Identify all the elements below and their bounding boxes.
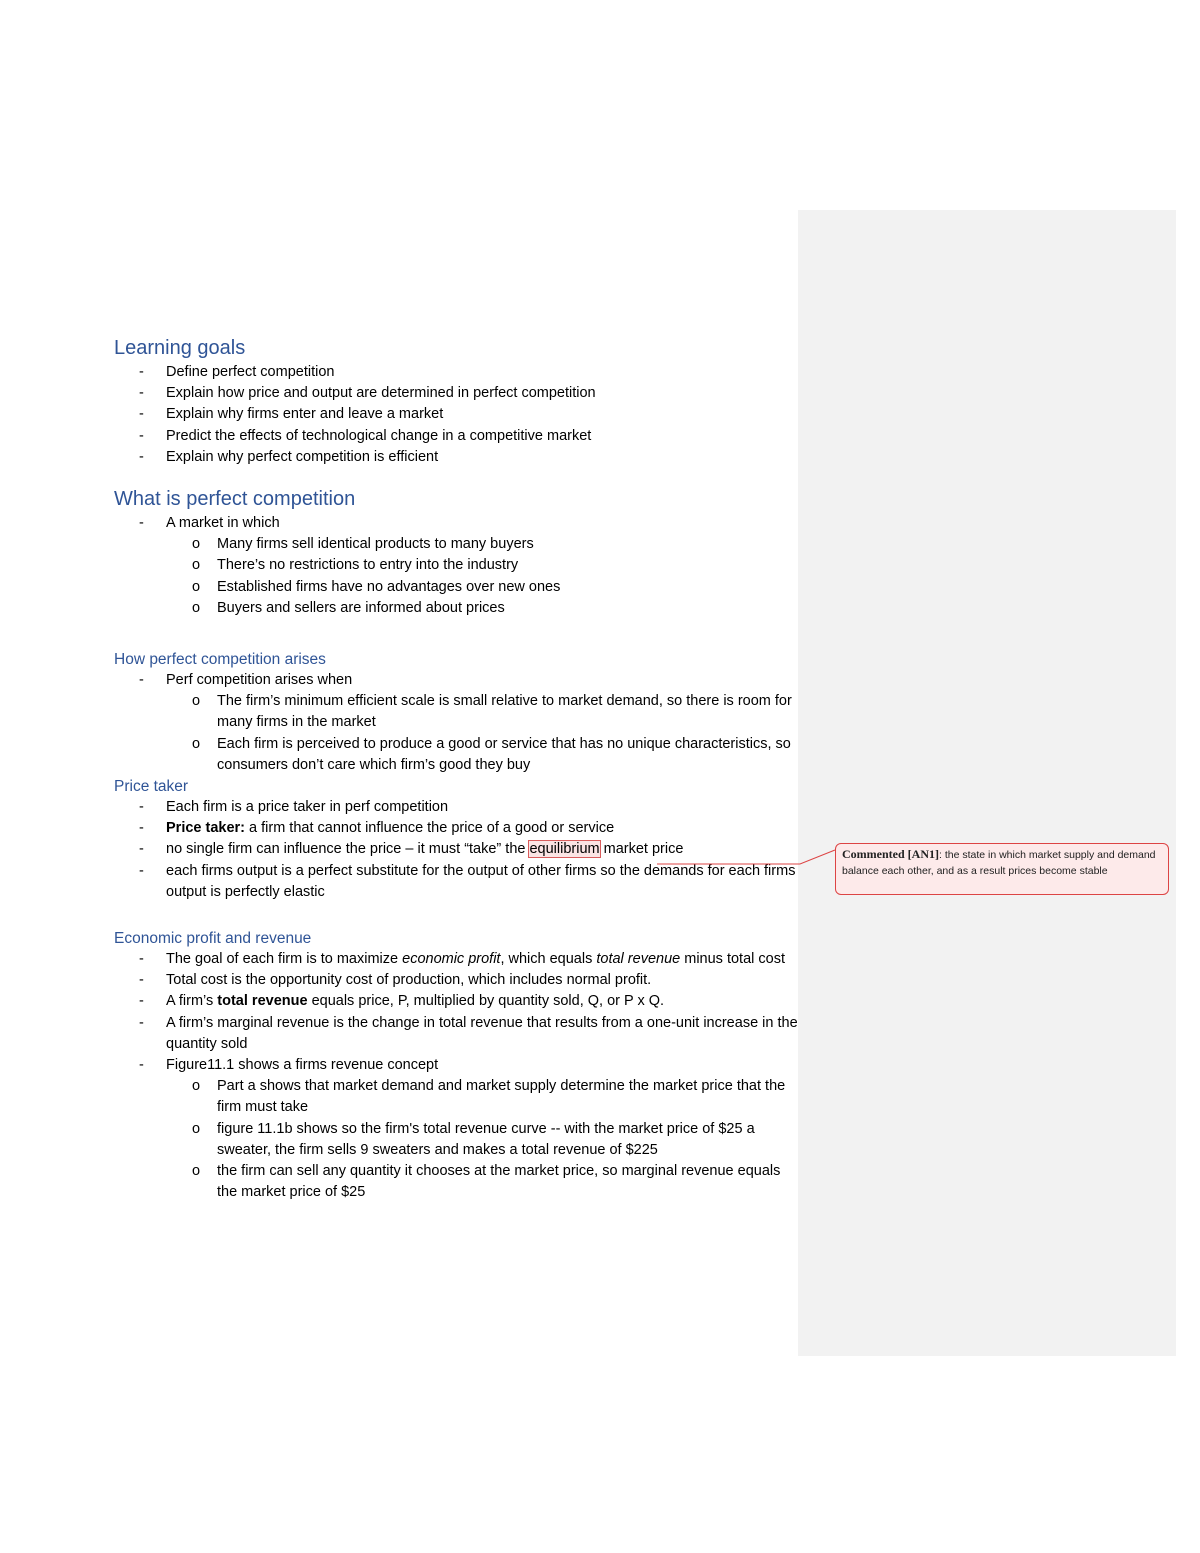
list-item-text: minus total cost — [680, 951, 785, 968]
list-item-text: Figure11.1 shows a firms revenue concept — [166, 1057, 439, 1074]
list-item — [114, 991, 804, 1012]
list-item-text: , which equals — [500, 951, 597, 968]
list-item: - each firms output is a perfect substitute for the output of other firms so the demands for each firms output is perfectly elastic — [114, 861, 804, 903]
list-item-text: A firm’s — [166, 993, 218, 1010]
learning-goals-list — [114, 362, 804, 468]
list-item: - Predict the effects of technological change in a competitive market — [114, 426, 804, 447]
list-item: - Total cost is the opportunity cost of production, which includes normal profit. — [114, 970, 804, 991]
list-item: - Each firm is a price taker in perf competition — [114, 797, 804, 818]
list-item-text: no single firm can influence the price – it must “take” the — [166, 841, 530, 858]
document-body — [114, 334, 804, 1204]
commented-text-equilibrium[interactable]: equilibrium — [529, 841, 600, 858]
list-item-text: The goal of each firm is to maximize — [166, 951, 403, 968]
list-item: - Explain how price and output are determined in perfect competition — [114, 383, 804, 404]
term-total-revenue-bold: total revenue — [217, 993, 308, 1010]
heading-price-taker: Price taker — [114, 778, 189, 796]
heading-learning-goals: Learning goals — [114, 337, 246, 359]
comment-text: : the state in which market supply and demand balance each other, and as a result prices become stable — [842, 849, 1156, 877]
sublist-item: o Each firm is perceived to produce a good or service that has no unique characteristics, so consumers don’t care which firm’s good they buy — [166, 734, 804, 776]
term-economic-profit: economic profit — [402, 951, 501, 968]
price-taker-list — [114, 797, 804, 903]
comment-label: Commented [AN1] — [842, 847, 939, 861]
sublist-item: o Established firms have no advantages over new ones — [166, 577, 804, 598]
what-is-list — [114, 513, 804, 619]
term-total-revenue: total revenue — [596, 951, 681, 968]
sublist-item: o Part a shows that market demand and market supply determine the market price that the firm must take — [166, 1076, 804, 1118]
price-taker-definition: a firm that cannot influence the price of a good or service — [245, 820, 615, 837]
list-item — [114, 513, 804, 619]
list-item: - Define perfect competition — [114, 362, 804, 383]
heading-what-is-perfect-competition: What is perfect competition — [114, 488, 356, 511]
list-item: - Explain why perfect competition is efficient — [114, 447, 804, 468]
sublist-item: o figure 11.1b shows so the firm's total revenue curve -- with the market price of $25 a sweater, the firm sells 9 sweaters and makes a total revenue of $225 — [166, 1119, 804, 1161]
list-item — [114, 949, 804, 970]
list-item — [114, 839, 804, 860]
list-item-text: equals price, P, multiplied by quantity sold, Q, or P x Q. — [307, 993, 665, 1010]
econ-profit-sublist — [166, 1076, 804, 1203]
sublist-item: o Many firms sell identical products to many buyers — [166, 534, 804, 555]
list-item-text: Perf competition arises when — [166, 672, 353, 689]
list-item-text: market price — [599, 841, 684, 858]
comment-margin-pane — [798, 210, 1176, 1356]
list-item-text: A market in which — [166, 515, 280, 532]
list-item: - Explain why firms enter and leave a market — [114, 404, 804, 425]
sublist-item: o the firm can sell any quantity it chooses at the market price, so marginal revenue equals the market price of $25 — [166, 1161, 804, 1203]
list-item — [114, 670, 804, 776]
how-arises-list — [114, 670, 804, 776]
comment-balloon[interactable] — [835, 843, 1169, 895]
heading-economic-profit-and-revenue: Economic profit and revenue — [114, 930, 312, 948]
what-is-sublist — [166, 534, 804, 619]
price-taker-term: Price taker: — [166, 820, 245, 837]
econ-profit-list — [114, 949, 804, 1203]
sublist-item: o There’s no restrictions to entry into the industry — [166, 555, 804, 576]
list-item — [114, 818, 804, 839]
how-arises-sublist — [166, 691, 804, 776]
heading-how-perfect-competition-arises: How perfect competition arises — [114, 651, 326, 669]
list-item: - A firm’s marginal revenue is the change in total revenue that results from a one-unit increase in the quantity sold — [114, 1013, 804, 1055]
sublist-item: o The firm’s minimum efficient scale is small relative to market demand, so there is room for many firms in the market — [166, 691, 804, 733]
sublist-item: o Buyers and sellers are informed about prices — [166, 598, 804, 619]
list-item — [114, 1055, 804, 1203]
